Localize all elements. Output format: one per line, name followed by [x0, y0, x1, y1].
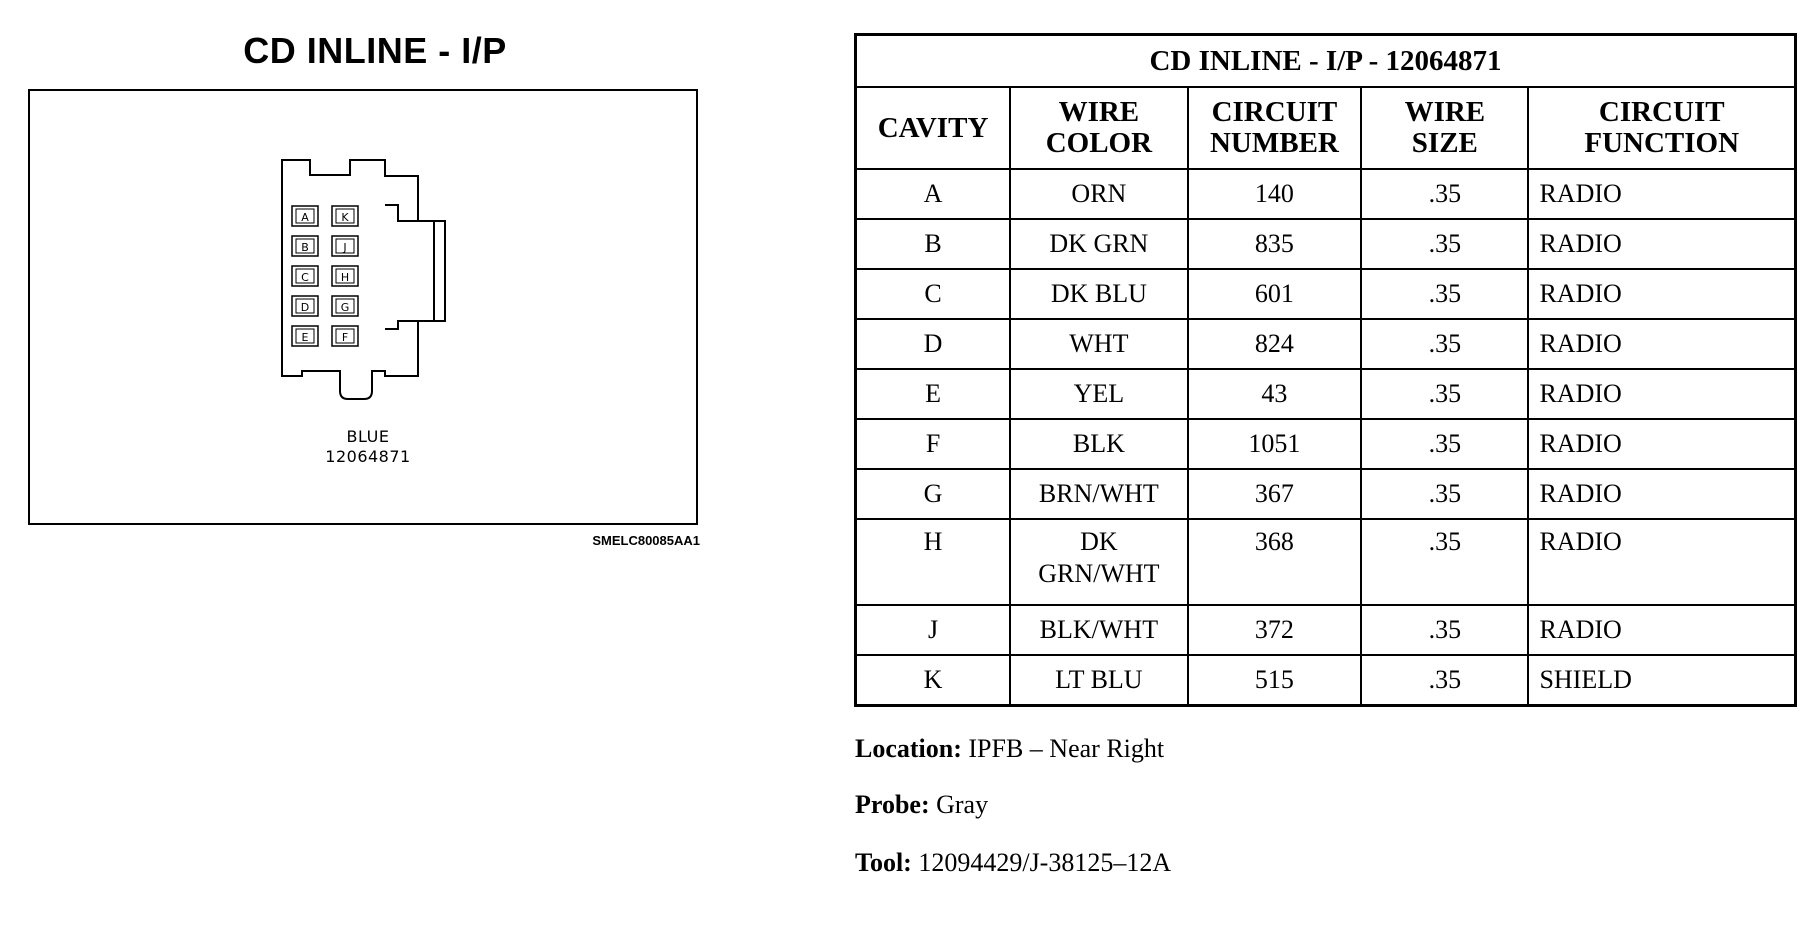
cavity-label-f: F — [341, 331, 349, 344]
table-header-row — [856, 87, 1796, 169]
table-row — [856, 655, 1796, 706]
diagram-title: CD INLINE - I/P — [243, 30, 507, 71]
cavity-label-a: A — [301, 211, 309, 224]
circuit-number-cell: 43 — [1188, 369, 1362, 419]
wire-color-cell: ORN — [1010, 169, 1188, 219]
cavity-cell: K — [856, 655, 1011, 706]
circuit-function-cell: RADIO — [1528, 419, 1795, 469]
table-row — [856, 319, 1796, 369]
circuit-function-cell: SHIELD — [1528, 655, 1795, 706]
cavity-cell: A — [856, 169, 1011, 219]
cavity-cell: F — [856, 419, 1011, 469]
cavity-cell: E — [856, 369, 1011, 419]
wire-size-cell: .35 — [1361, 519, 1528, 605]
cavity-label-d: D — [300, 301, 310, 314]
cavity-label-k: K — [341, 211, 349, 224]
header-circuit-number: CIRCUIT NUMBER — [1188, 87, 1362, 169]
connector-diagram — [28, 89, 698, 525]
wire-size-cell: .35 — [1361, 369, 1528, 419]
header-wire-color: WIRE COLOR — [1010, 87, 1188, 169]
table-row — [856, 169, 1796, 219]
circuit-number-cell: 372 — [1188, 605, 1362, 655]
circuit-number-cell: 368 — [1188, 519, 1362, 605]
cavity-cell: J — [856, 605, 1011, 655]
circuit-function-cell: RADIO — [1528, 519, 1795, 605]
circuit-function-cell: RADIO — [1528, 269, 1795, 319]
wire-size-cell: .35 — [1361, 319, 1528, 369]
table-row — [856, 469, 1796, 519]
connector-part-number: 12064871 — [325, 447, 411, 466]
header-cavity: CAVITY — [856, 87, 1011, 169]
wire-color-cell: WHT — [1010, 319, 1188, 369]
pinout-table — [854, 33, 1797, 707]
wire-color-cell: DK BLU — [1010, 269, 1188, 319]
wire-color-cell: LT BLU — [1010, 655, 1188, 706]
circuit-number-cell: 1051 — [1188, 419, 1362, 469]
circuit-function-cell: RADIO — [1528, 319, 1795, 369]
wire-color-cell: YEL — [1010, 369, 1188, 419]
circuit-function-cell: RADIO — [1528, 369, 1795, 419]
circuit-number-cell: 824 — [1188, 319, 1362, 369]
circuit-function-cell: RADIO — [1528, 605, 1795, 655]
circuit-number-cell: 835 — [1188, 219, 1362, 269]
header-circuit-function: CIRCUIT FUNCTION — [1528, 87, 1795, 169]
circuit-number-cell: 367 — [1188, 469, 1362, 519]
wire-color-cell: BRN/WHT — [1010, 469, 1188, 519]
circuit-function-cell: RADIO — [1528, 219, 1795, 269]
wire-color-cell: BLK/WHT — [1010, 605, 1188, 655]
table-row — [856, 519, 1796, 605]
location-note: Location: IPFB – Near Right — [855, 734, 1165, 763]
cavity-cell: B — [856, 219, 1011, 269]
cavity-cell: D — [856, 319, 1011, 369]
connector-color-label: BLUE — [346, 427, 390, 446]
circuit-number-cell: 601 — [1188, 269, 1362, 319]
wire-color-cell: DK GRN — [1010, 219, 1188, 269]
header-wire-size: WIRE SIZE — [1361, 87, 1528, 169]
wire-color-cell: DK GRN/WHT — [1010, 519, 1188, 605]
cavity-label-g: G — [340, 301, 350, 314]
wire-size-cell: .35 — [1361, 655, 1528, 706]
cavity-cell: C — [856, 269, 1011, 319]
probe-note: Probe: Gray — [855, 790, 989, 819]
cavity-label-b: B — [301, 241, 309, 254]
circuit-function-cell: RADIO — [1528, 169, 1795, 219]
figure-code: SMELC80085AA1 — [592, 533, 700, 548]
wire-size-cell: .35 — [1361, 219, 1528, 269]
wire-color-cell: BLK — [1010, 419, 1188, 469]
wire-size-cell: .35 — [1361, 605, 1528, 655]
table-title-row — [856, 35, 1796, 88]
wire-size-cell: .35 — [1361, 269, 1528, 319]
cavity-label-c: C — [301, 271, 309, 284]
wire-size-cell: .35 — [1361, 169, 1528, 219]
table-row — [856, 605, 1796, 655]
wire-size-cell: .35 — [1361, 469, 1528, 519]
cavity-label-j: J — [343, 241, 347, 254]
cavity-cell: G — [856, 469, 1011, 519]
cavity-label-h: H — [340, 271, 350, 284]
cavity-grid — [292, 206, 358, 346]
table-title: CD INLINE - I/P - 12064871 — [856, 35, 1796, 88]
connector-latch-profile — [385, 205, 445, 329]
circuit-function-cell: RADIO — [1528, 469, 1795, 519]
table-row — [856, 219, 1796, 269]
table-row — [856, 269, 1796, 319]
table-row — [856, 369, 1796, 419]
circuit-number-cell: 515 — [1188, 655, 1362, 706]
tool-note: Tool: 12094429/J-38125–12A — [855, 848, 1172, 877]
cavity-label-e: E — [301, 331, 309, 344]
circuit-number-cell: 140 — [1188, 169, 1362, 219]
wire-size-cell: .35 — [1361, 419, 1528, 469]
cavity-cell: H — [856, 519, 1011, 605]
table-row — [856, 419, 1796, 469]
